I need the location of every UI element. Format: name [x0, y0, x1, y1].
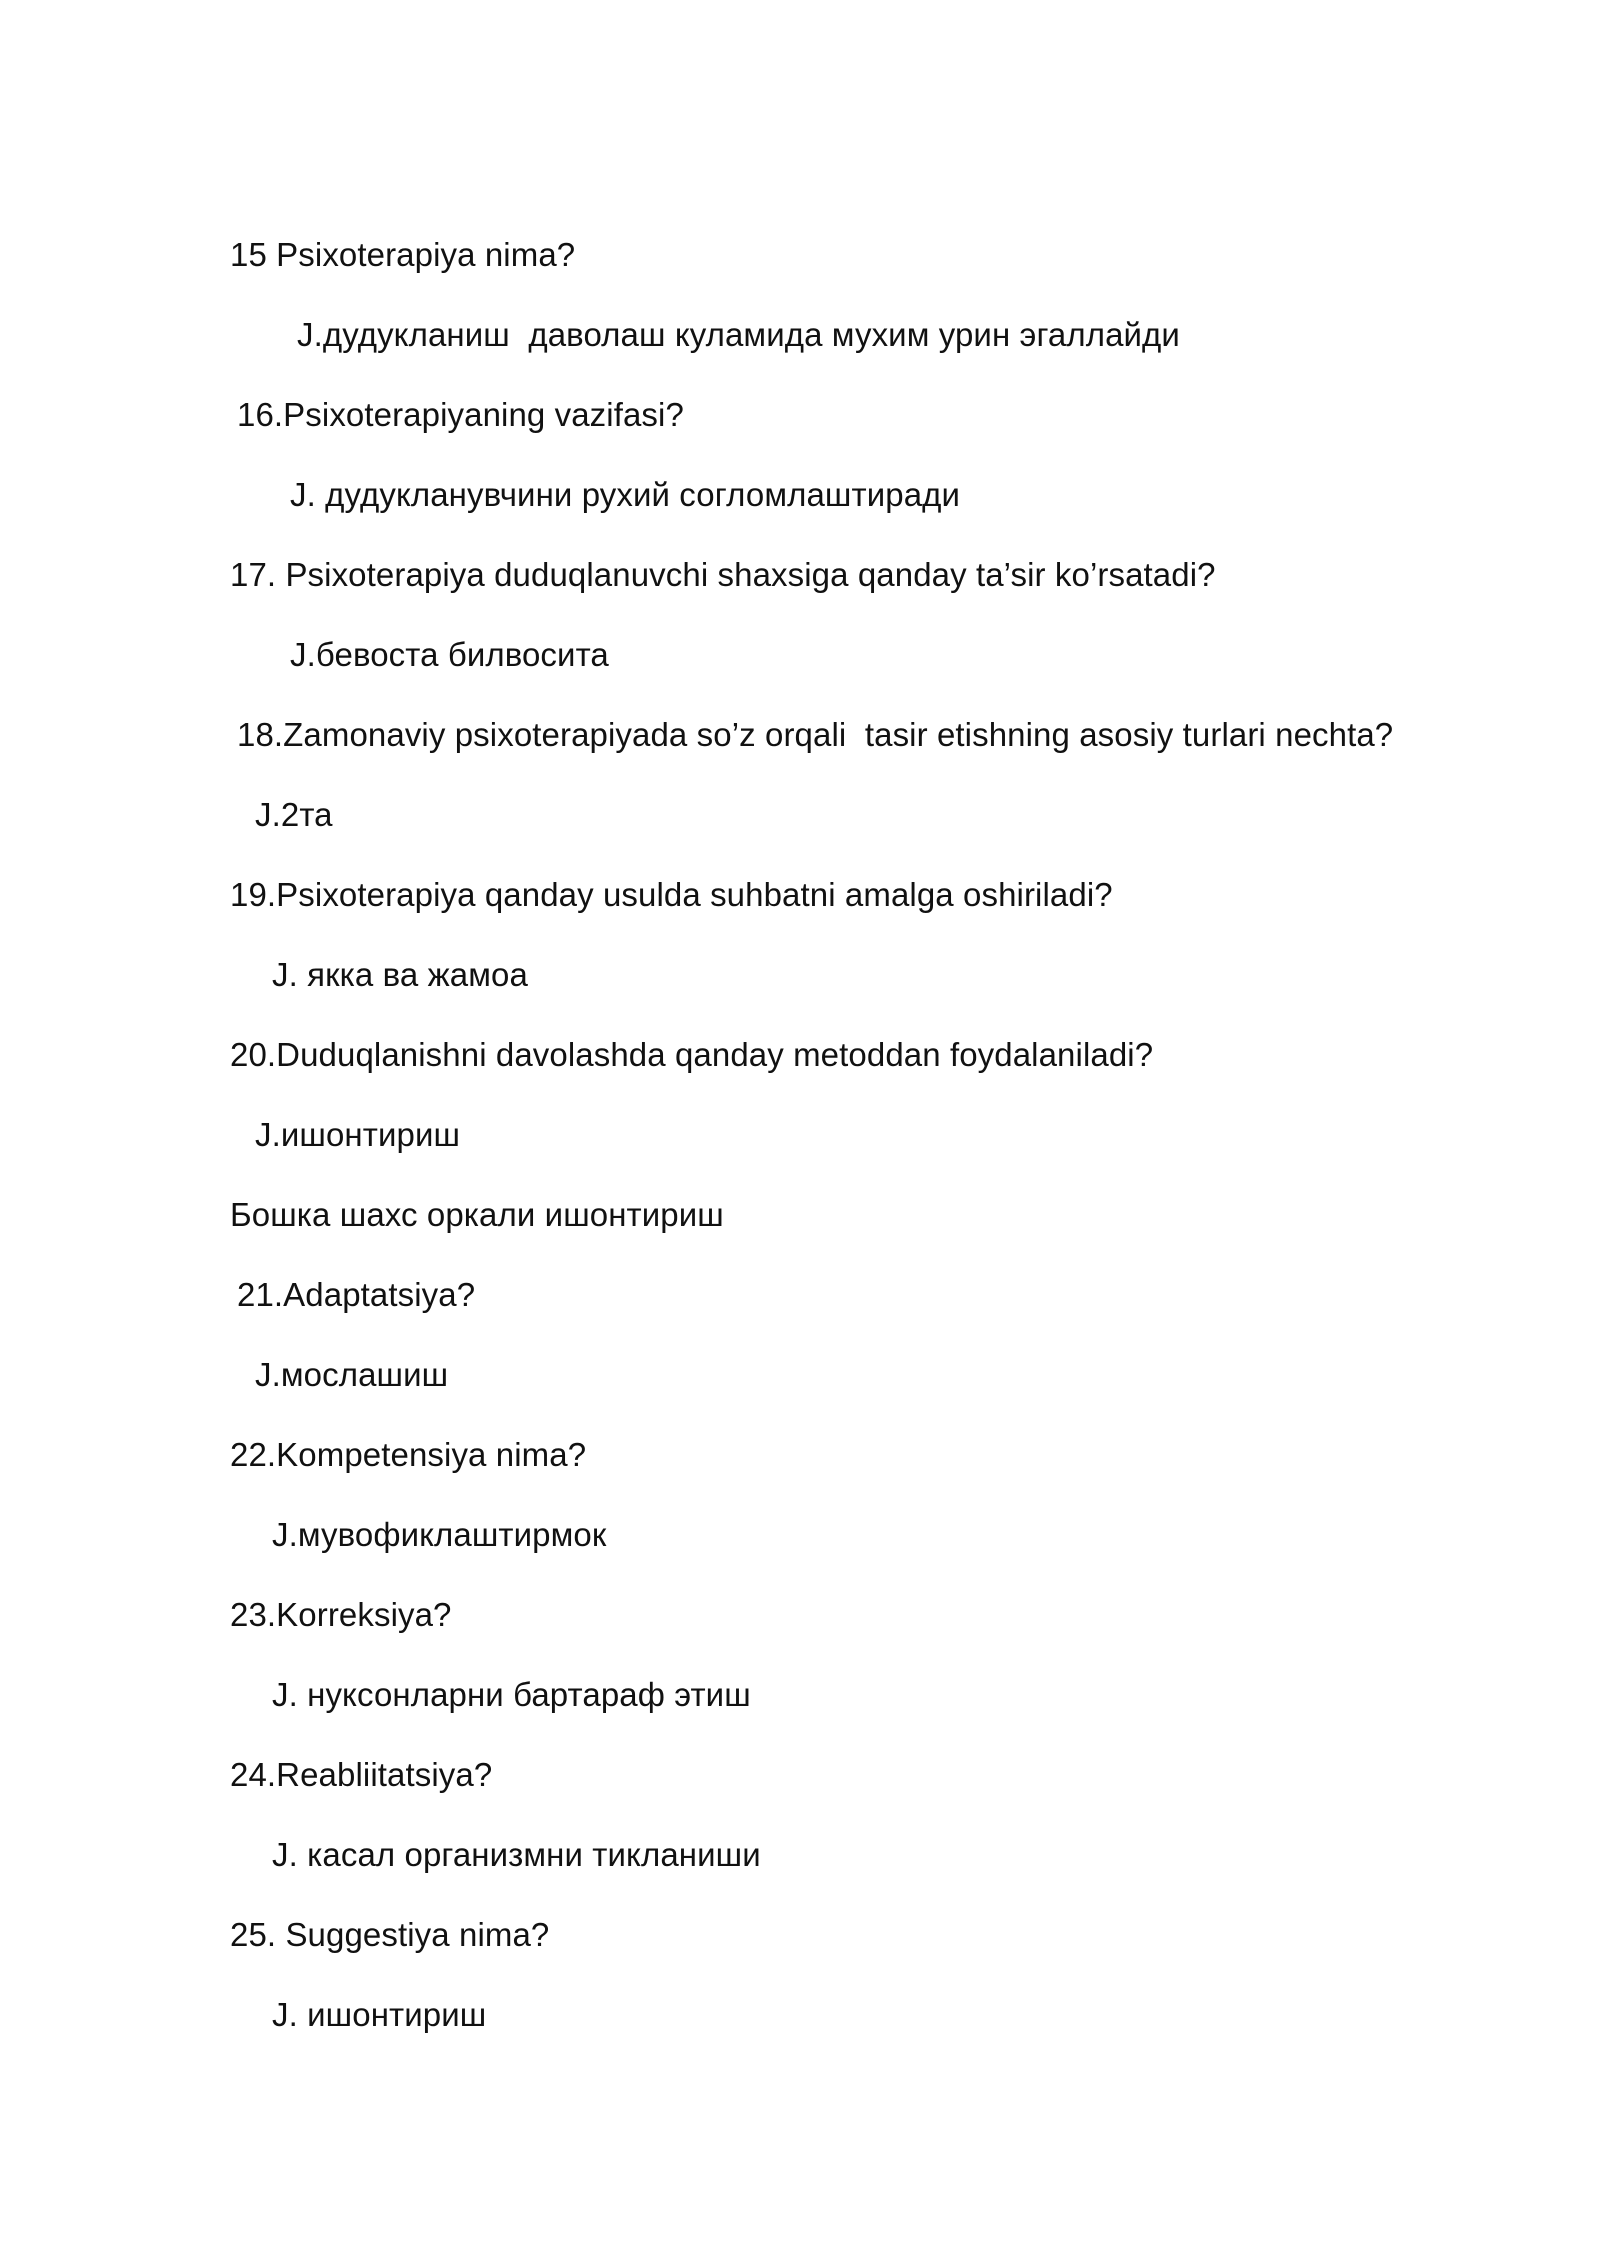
answer-25: J. ишонтириш — [272, 1996, 487, 2033]
question-21: 21.Adaptatsiya? — [237, 1276, 476, 1313]
question-25: 25. Suggestiya nima? — [230, 1916, 550, 1953]
question-22: 22.Kompetensiya nima? — [230, 1436, 587, 1473]
answer-15: J.дудукланиш даволаш куламида мухим урин эгаллайди — [297, 316, 1180, 353]
question-24: 24.Reabliitatsiya? — [230, 1756, 493, 1793]
answer-17: J.бевоста билвосита — [290, 636, 609, 673]
question-19: 19.Psixoterapiya qanday usulda suhbatni amalga oshiriladi? — [230, 876, 1113, 913]
answer-18: J.2та — [255, 796, 333, 833]
question-16: 16.Psixoterapiyaning vazifasi? — [237, 396, 684, 433]
answer-19: J. якка ва жамоа — [272, 956, 528, 993]
question-18: 18.Zamonaviy psixoterapiyada so’z orqali tasir etishning asosiy turlari nechta? — [237, 716, 1394, 753]
question-20: 20.Duduqlanishni davolashda qanday metoddan foydalaniladi? — [230, 1036, 1154, 1073]
question-23: 23.Korreksiya? — [230, 1596, 452, 1633]
answer-20: J.ишонтириш — [255, 1116, 461, 1153]
answer-20-extra: Бошка шахс оркали ишонтириш — [230, 1196, 724, 1233]
question-17: 17. Psixoterapiya duduqlanuvchi shaxsiga qanday ta’sir ko’rsatadi? — [230, 556, 1216, 593]
answer-21: J.мослашиш — [255, 1356, 449, 1393]
answer-16: J. дудукланувчини рухий согломлаштиради — [290, 476, 961, 513]
answer-23: J. нуксонларни бартараф этиш — [272, 1676, 751, 1713]
answer-22: J.мувофиклаштирмок — [272, 1516, 607, 1553]
answer-24: J. касал организмни тикланиши — [272, 1836, 761, 1873]
question-15: 15 Psixoterapiya nima? — [230, 236, 576, 273]
